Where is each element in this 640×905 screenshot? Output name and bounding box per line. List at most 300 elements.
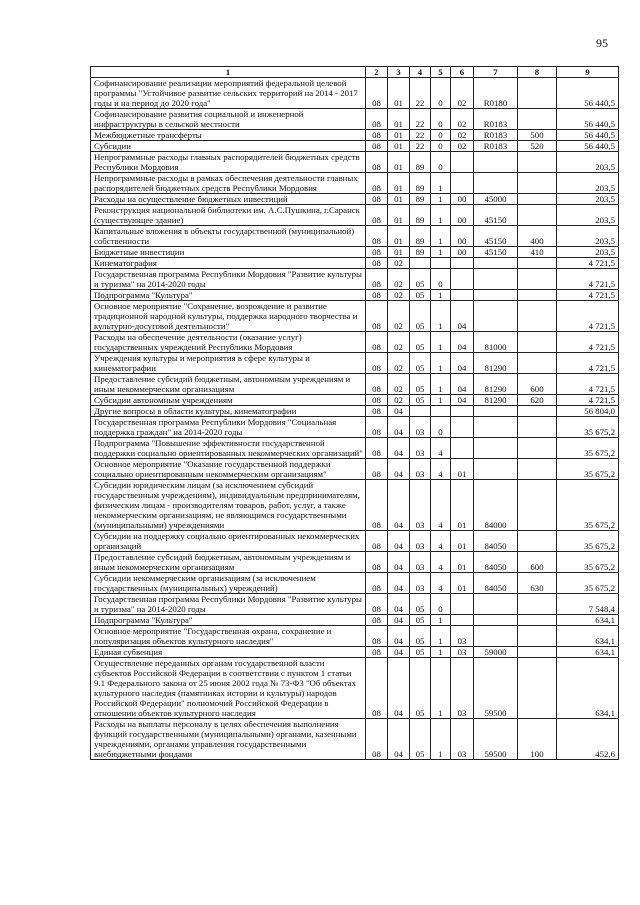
program-code: 05 xyxy=(410,594,431,615)
table-row xyxy=(91,615,619,626)
direction-code xyxy=(474,626,518,647)
table-row xyxy=(91,269,619,290)
subsection-code: 04 xyxy=(388,417,410,438)
row-name: Подпрограмма "Культура" xyxy=(91,615,366,626)
section-code: 08 xyxy=(366,247,388,258)
table-row xyxy=(91,152,619,173)
amount: 4 721,5 xyxy=(557,374,619,395)
subprogram-code: 0 xyxy=(431,109,451,130)
section-code: 08 xyxy=(366,130,388,141)
expense-type-code xyxy=(518,109,557,130)
subsection-code: 04 xyxy=(388,438,410,459)
subprogram-code: 0 xyxy=(431,152,451,173)
expense-type-code: 520 xyxy=(518,141,557,152)
row-name: Единая субвенция xyxy=(91,647,366,658)
activity-code xyxy=(451,406,474,417)
subprogram-code: 4 xyxy=(431,552,451,573)
subsection-code: 04 xyxy=(388,459,410,480)
program-code: 22 xyxy=(410,141,431,152)
program-code: 05 xyxy=(410,353,431,374)
page-number: 95 xyxy=(596,36,608,50)
expense-type-code xyxy=(518,417,557,438)
activity-code: 04 xyxy=(451,374,474,395)
section-code: 08 xyxy=(366,290,388,301)
amount: 203,5 xyxy=(557,205,619,226)
activity-code: 04 xyxy=(451,353,474,374)
program-code: 05 xyxy=(410,332,431,353)
activity-code: 02 xyxy=(451,109,474,130)
program-code xyxy=(410,406,431,417)
amount: 56 440,5 xyxy=(557,109,619,130)
amount: 35 675,2 xyxy=(557,480,619,531)
program-code: 89 xyxy=(410,226,431,247)
activity-code: 03 xyxy=(451,719,474,760)
row-name: Государственная программа Республики Мордовия "Развитие культуры и туризма" на 2014-2020 годы xyxy=(91,269,366,290)
subsection-code: 04 xyxy=(388,719,410,760)
direction-code xyxy=(474,258,518,269)
section-code: 08 xyxy=(366,573,388,594)
activity-code: 04 xyxy=(451,301,474,332)
subprogram-code: 1 xyxy=(431,395,451,406)
amount: 56 440,5 xyxy=(557,78,619,109)
subprogram-code: 1 xyxy=(431,226,451,247)
subprogram-code: 4 xyxy=(431,459,451,480)
section-code: 08 xyxy=(366,173,388,194)
activity-code: 04 xyxy=(451,395,474,406)
program-code: 05 xyxy=(410,269,431,290)
activity-code xyxy=(451,290,474,301)
section-code: 08 xyxy=(366,406,388,417)
activity-code xyxy=(451,173,474,194)
program-code: 03 xyxy=(410,417,431,438)
direction-code: 84050 xyxy=(474,531,518,552)
row-name: Межбюджетные трансферты xyxy=(91,130,366,141)
column-header: 9 xyxy=(557,67,619,78)
direction-code: 81290 xyxy=(474,395,518,406)
table-row xyxy=(91,247,619,258)
section-code: 08 xyxy=(366,374,388,395)
amount: 4 721,5 xyxy=(557,332,619,353)
program-code: 89 xyxy=(410,247,431,258)
activity-code: 00 xyxy=(451,247,474,258)
subsection-code: 04 xyxy=(388,647,410,658)
row-name: Софинансирование развития социальной и инженерной инфраструктуры в сельской местности xyxy=(91,109,366,130)
amount: 634,1 xyxy=(557,626,619,647)
table-row xyxy=(91,258,619,269)
activity-code: 01 xyxy=(451,459,474,480)
subprogram-code: 4 xyxy=(431,438,451,459)
program-code: 03 xyxy=(410,531,431,552)
subsection-code: 04 xyxy=(388,626,410,647)
activity-code: 03 xyxy=(451,647,474,658)
activity-code: 00 xyxy=(451,205,474,226)
program-code: 22 xyxy=(410,109,431,130)
direction-code xyxy=(474,406,518,417)
expense-type-code xyxy=(518,647,557,658)
expense-type-code xyxy=(518,438,557,459)
table-row xyxy=(91,332,619,353)
expense-type-code xyxy=(518,353,557,374)
subprogram-code: 1 xyxy=(431,290,451,301)
direction-code xyxy=(474,459,518,480)
direction-code xyxy=(474,152,518,173)
amount: 7 548,4 xyxy=(557,594,619,615)
activity-code xyxy=(451,594,474,615)
section-code: 08 xyxy=(366,205,388,226)
section-code: 08 xyxy=(366,615,388,626)
row-name: Субсидии юридическим лицам (за исключением субсидий государственным учреждениям), индивидуальным предпринимателям, физическим лицам - производителям товаров, работ, услуг, а также некоммерческим организациям, не являющимся государственными (муниципальными) учреждениями xyxy=(91,480,366,531)
row-name: Расходы на обеспечение деятельности (оказание услуг) государственных учреждений Республики Мордовия xyxy=(91,332,366,353)
subsection-code: 01 xyxy=(388,247,410,258)
subprogram-code: 1 xyxy=(431,332,451,353)
table-row xyxy=(91,205,619,226)
subprogram-code: 0 xyxy=(431,141,451,152)
program-code: 03 xyxy=(410,438,431,459)
amount: 35 675,2 xyxy=(557,438,619,459)
table-row xyxy=(91,78,619,109)
amount: 4 721,5 xyxy=(557,269,619,290)
subprogram-code: 1 xyxy=(431,205,451,226)
row-name: Основное мероприятие "Государственная охрана, сохранение и популяризация объектов культурного наследия" xyxy=(91,626,366,647)
expense-type-code xyxy=(518,332,557,353)
activity-code: 01 xyxy=(451,573,474,594)
activity-code xyxy=(451,438,474,459)
amount: 203,5 xyxy=(557,194,619,205)
expense-type-code: 600 xyxy=(518,552,557,573)
table-row xyxy=(91,194,619,205)
direction-code xyxy=(474,290,518,301)
section-code: 08 xyxy=(366,594,388,615)
direction-code: 45150 xyxy=(474,226,518,247)
subsection-code: 01 xyxy=(388,173,410,194)
amount: 35 675,2 xyxy=(557,573,619,594)
column-header: 5 xyxy=(431,67,451,78)
direction-code: R0180 xyxy=(474,78,518,109)
direction-code: 45000 xyxy=(474,194,518,205)
subsection-code: 02 xyxy=(388,395,410,406)
direction-code: 84000 xyxy=(474,480,518,531)
row-name: Предоставление субсидий бюджетным, автономным учреждениям и иным некоммерческим организациям xyxy=(91,552,366,573)
amount: 35 675,2 xyxy=(557,552,619,573)
program-code: 89 xyxy=(410,152,431,173)
subsection-code: 01 xyxy=(388,152,410,173)
section-code: 08 xyxy=(366,78,388,109)
subprogram-code: 1 xyxy=(431,658,451,719)
expense-type-code xyxy=(518,459,557,480)
activity-code: 02 xyxy=(451,130,474,141)
section-code: 08 xyxy=(366,141,388,152)
expense-type-code xyxy=(518,152,557,173)
row-name: Реконструкция национальной библиотеки им. А.С.Пушкина, г.Саранск (существующее здание) xyxy=(91,205,366,226)
direction-code: 59000 xyxy=(474,647,518,658)
expense-type-code: 500 xyxy=(518,130,557,141)
section-code: 08 xyxy=(366,269,388,290)
section-code: 08 xyxy=(366,109,388,130)
table-row xyxy=(91,353,619,374)
section-code: 08 xyxy=(366,438,388,459)
subprogram-code: 1 xyxy=(431,301,451,332)
amount: 203,5 xyxy=(557,152,619,173)
direction-code: 81290 xyxy=(474,353,518,374)
expense-type-code xyxy=(518,301,557,332)
direction-code xyxy=(474,301,518,332)
table-header-row xyxy=(91,67,619,78)
amount: 4 721,5 xyxy=(557,301,619,332)
subsection-code: 01 xyxy=(388,194,410,205)
table-row xyxy=(91,647,619,658)
expense-type-code xyxy=(518,269,557,290)
row-name: Основное мероприятие "Сохранение, возрождение и развитие традиционной народной культуры, поддержка народного творчества и культурно-досуговой деятельности" xyxy=(91,301,366,332)
subsection-code: 01 xyxy=(388,141,410,152)
column-header: 6 xyxy=(451,67,474,78)
table-row xyxy=(91,226,619,247)
section-code: 08 xyxy=(366,719,388,760)
subprogram-code: 1 xyxy=(431,247,451,258)
table-row xyxy=(91,552,619,573)
subsection-code: 02 xyxy=(388,332,410,353)
expense-type-code xyxy=(518,531,557,552)
program-code: 05 xyxy=(410,647,431,658)
amount: 4 721,5 xyxy=(557,353,619,374)
program-code: 05 xyxy=(410,290,431,301)
subsection-code: 01 xyxy=(388,130,410,141)
table-row xyxy=(91,531,619,552)
row-name: Основное мероприятие "Оказание государственной поддержки социально ориентированным некоммерческим организациям" xyxy=(91,459,366,480)
row-name: Подпрограмма "Культура" xyxy=(91,290,366,301)
subsection-code: 04 xyxy=(388,480,410,531)
table-row xyxy=(91,173,619,194)
section-code: 08 xyxy=(366,194,388,205)
direction-code: 81000 xyxy=(474,332,518,353)
row-name: Подпрограмма "Повышение эффективности государственной поддержки социально ориентированных некоммерческих организаций" xyxy=(91,438,366,459)
program-code: 03 xyxy=(410,573,431,594)
program-code: 05 xyxy=(410,626,431,647)
direction-code: R0183 xyxy=(474,109,518,130)
direction-code: 59500 xyxy=(474,658,518,719)
table-row xyxy=(91,719,619,760)
program-code: 89 xyxy=(410,194,431,205)
table-row xyxy=(91,301,619,332)
program-code: 22 xyxy=(410,78,431,109)
row-name: Непрограммные расходы главных распорядителей бюджетных средств Республики Мордовия xyxy=(91,152,366,173)
subprogram-code: 1 xyxy=(431,194,451,205)
expense-type-code xyxy=(518,194,557,205)
subsection-code: 04 xyxy=(388,552,410,573)
subsection-code: 02 xyxy=(388,301,410,332)
subprogram-code: 1 xyxy=(431,626,451,647)
row-name: Осуществление переданных органам государственной власти субъектов Российской Федерации в соответствии с пунктом 1 статьи 9.1 Федерального закона от 25 июня 2002 года № 73-ФЗ "Об объектах культурного наследия (памятниках истории и культуры) народов Российской Федерации" полномочий Российской Федерации в отношении объектов культурного наследия xyxy=(91,658,366,719)
program-code: 22 xyxy=(410,130,431,141)
row-name: Предоставление субсидий бюджетным, автономным учреждениям и иным некоммерческим организациям xyxy=(91,374,366,395)
subsection-code: 04 xyxy=(388,406,410,417)
activity-code xyxy=(451,258,474,269)
table-row xyxy=(91,290,619,301)
section-code: 08 xyxy=(366,626,388,647)
amount: 35 675,2 xyxy=(557,531,619,552)
direction-code xyxy=(474,173,518,194)
amount: 203,5 xyxy=(557,173,619,194)
row-name: Субсидии некоммерческим организациям (за исключением государственных (муниципальных) учреждений) xyxy=(91,573,366,594)
table-row xyxy=(91,374,619,395)
column-header: 2 xyxy=(366,67,388,78)
table-row xyxy=(91,141,619,152)
subprogram-code: 0 xyxy=(431,417,451,438)
table-row xyxy=(91,406,619,417)
subsection-code: 01 xyxy=(388,78,410,109)
section-code: 08 xyxy=(366,531,388,552)
section-code: 08 xyxy=(366,332,388,353)
direction-code: R0183 xyxy=(474,141,518,152)
amount: 56 440,5 xyxy=(557,141,619,152)
row-name: Субсидии на поддержку социально ориентированных некоммерческих организаций xyxy=(91,531,366,552)
expense-type-code: 620 xyxy=(518,395,557,406)
row-name: Непрограммные расходы в рамках обеспечения деятельности главных распорядителей бюджетных средств Республики Мордовия xyxy=(91,173,366,194)
subsection-code: 02 xyxy=(388,269,410,290)
subsection-code: 04 xyxy=(388,531,410,552)
subsection-code: 02 xyxy=(388,290,410,301)
row-name: Государственная программа Республики Мордовия "Социальная поддержка граждан" на 2014-2020 годы xyxy=(91,417,366,438)
column-header: 1 xyxy=(91,67,366,78)
table-row xyxy=(91,459,619,480)
subprogram-code: 4 xyxy=(431,531,451,552)
activity-code: 01 xyxy=(451,480,474,531)
table-row xyxy=(91,594,619,615)
direction-code: 84050 xyxy=(474,552,518,573)
row-name: Учреждения культуры и мероприятия в сфере культуры и кинематографии xyxy=(91,353,366,374)
subsection-code: 04 xyxy=(388,615,410,626)
subsection-code: 01 xyxy=(388,205,410,226)
section-code: 08 xyxy=(366,647,388,658)
column-header: 3 xyxy=(388,67,410,78)
subsection-code: 04 xyxy=(388,573,410,594)
amount: 634,1 xyxy=(557,615,619,626)
amount: 35 675,2 xyxy=(557,459,619,480)
expense-type-code xyxy=(518,615,557,626)
expense-type-code: 410 xyxy=(518,247,557,258)
expense-type-code xyxy=(518,258,557,269)
subprogram-code: 0 xyxy=(431,594,451,615)
section-code: 08 xyxy=(366,459,388,480)
subprogram-code: 1 xyxy=(431,615,451,626)
activity-code xyxy=(451,417,474,438)
row-name: Расходы на осуществление бюджетных инвестиций xyxy=(91,194,366,205)
amount: 634,1 xyxy=(557,658,619,719)
table-row xyxy=(91,626,619,647)
direction-code: 59500 xyxy=(474,719,518,760)
subprogram-code: 4 xyxy=(431,480,451,531)
direction-code xyxy=(474,615,518,626)
subprogram-code: 0 xyxy=(431,269,451,290)
expense-type-code xyxy=(518,290,557,301)
subprogram-code: 1 xyxy=(431,647,451,658)
direction-code: 84050 xyxy=(474,573,518,594)
row-name: Субсидии xyxy=(91,141,366,152)
section-code: 08 xyxy=(366,353,388,374)
row-name: Капитальные вложения в объекты государственной (муниципальной) собственности xyxy=(91,226,366,247)
subsection-code: 02 xyxy=(388,353,410,374)
table-row xyxy=(91,395,619,406)
table-row xyxy=(91,130,619,141)
activity-code xyxy=(451,152,474,173)
subsection-code: 02 xyxy=(388,374,410,395)
amount: 4 721,5 xyxy=(557,290,619,301)
expense-type-code: 630 xyxy=(518,573,557,594)
section-code: 08 xyxy=(366,480,388,531)
amount: 203,5 xyxy=(557,226,619,247)
activity-code: 02 xyxy=(451,141,474,152)
subsection-code: 04 xyxy=(388,594,410,615)
activity-code: 04 xyxy=(451,332,474,353)
program-code: 05 xyxy=(410,301,431,332)
section-code: 08 xyxy=(366,226,388,247)
activity-code xyxy=(451,615,474,626)
amount: 203,5 xyxy=(557,247,619,258)
subprogram-code: 0 xyxy=(431,78,451,109)
expense-type-code: 100 xyxy=(518,719,557,760)
direction-code: R0183 xyxy=(474,130,518,141)
subsection-code: 04 xyxy=(388,658,410,719)
activity-code: 00 xyxy=(451,226,474,247)
subprogram-code: 1 xyxy=(431,719,451,760)
subsection-code: 01 xyxy=(388,109,410,130)
subsection-code: 01 xyxy=(388,226,410,247)
program-code: 89 xyxy=(410,173,431,194)
subprogram-code: 4 xyxy=(431,573,451,594)
expense-type-code xyxy=(518,480,557,531)
direction-code: 45150 xyxy=(474,205,518,226)
program-code: 03 xyxy=(410,552,431,573)
subprogram-code: 1 xyxy=(431,353,451,374)
direction-code xyxy=(474,594,518,615)
budget-table xyxy=(90,66,619,760)
row-name: Государственная программа Республики Мордовия "Развитие культуры и туризма" на 2014-2020 годы xyxy=(91,594,366,615)
direction-code xyxy=(474,438,518,459)
subprogram-code xyxy=(431,406,451,417)
direction-code xyxy=(474,269,518,290)
activity-code: 02 xyxy=(451,78,474,109)
amount: 4 721,5 xyxy=(557,395,619,406)
program-code: 05 xyxy=(410,395,431,406)
amount: 56 804,0 xyxy=(557,406,619,417)
table-row xyxy=(91,438,619,459)
amount: 35 675,2 xyxy=(557,417,619,438)
expense-type-code xyxy=(518,78,557,109)
amount: 56 440,5 xyxy=(557,130,619,141)
activity-code xyxy=(451,269,474,290)
row-name: Бюджетные инвестиции xyxy=(91,247,366,258)
amount: 634,1 xyxy=(557,647,619,658)
subprogram-code: 0 xyxy=(431,130,451,141)
program-code: 03 xyxy=(410,480,431,531)
section-code: 08 xyxy=(366,301,388,332)
subprogram-code: 1 xyxy=(431,173,451,194)
section-code: 08 xyxy=(366,658,388,719)
row-name: Расходы на выплаты персоналу в целях обеспечения выполнения функций государственными (муниципальными) органами, казенными учреждениями, органами управления государственными внебюджетными фондами xyxy=(91,719,366,760)
expense-type-code: 400 xyxy=(518,226,557,247)
table-row xyxy=(91,417,619,438)
column-header: 7 xyxy=(474,67,518,78)
amount: 452,6 xyxy=(557,719,619,760)
table-row xyxy=(91,658,619,719)
expense-type-code: 600 xyxy=(518,374,557,395)
program-code: 05 xyxy=(410,374,431,395)
activity-code: 00 xyxy=(451,194,474,205)
subsection-code: 02 xyxy=(388,258,410,269)
expense-type-code xyxy=(518,205,557,226)
program-code: 03 xyxy=(410,459,431,480)
expense-type-code xyxy=(518,173,557,194)
section-code: 08 xyxy=(366,395,388,406)
